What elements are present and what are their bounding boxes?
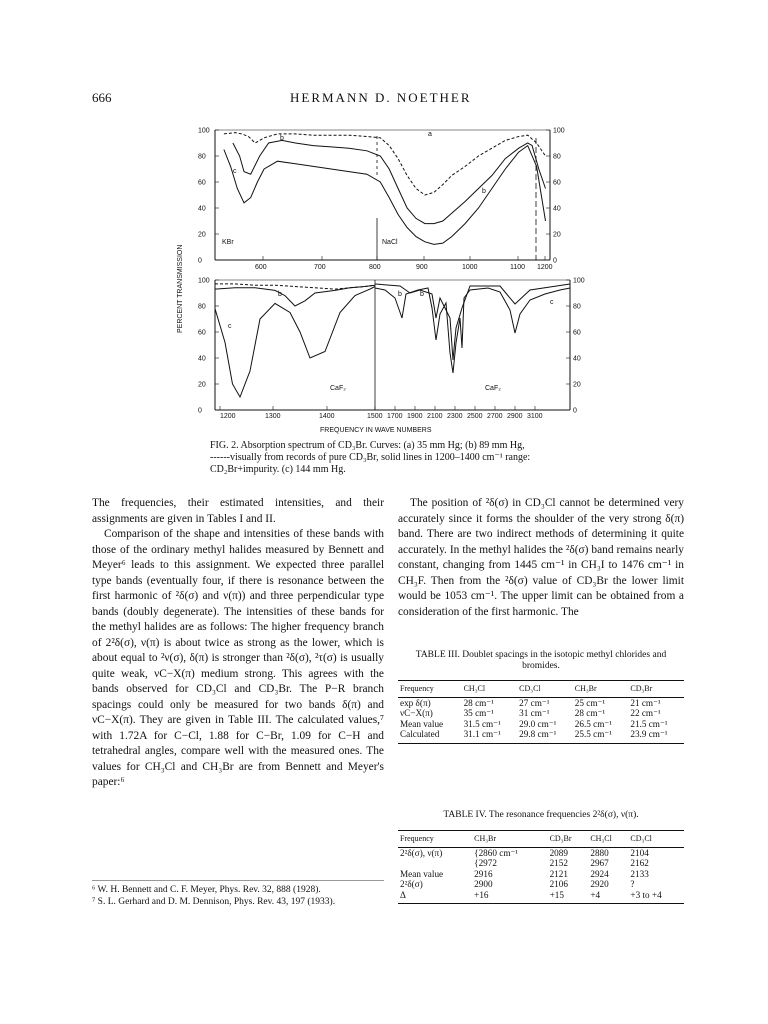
table3-caption: TABLE III. Doublet spacings in the isotopic methyl chlorides and bromides. xyxy=(415,650,667,671)
table3-cell: exp δ(π) xyxy=(400,697,431,708)
table4-cell: 2106 xyxy=(549,879,568,889)
bottom-ytick-left: 60 xyxy=(198,329,206,337)
bottom-panel xyxy=(215,280,570,410)
top-ytick-right: 60 xyxy=(553,179,561,187)
table3-row xyxy=(398,697,684,708)
table3-cell: 23.9 cm⁻¹ xyxy=(630,729,668,739)
bottom-ytick-right: 40 xyxy=(573,355,581,363)
bottom-ytick-right: 80 xyxy=(573,303,581,311)
top-series-c xyxy=(224,146,546,245)
label-nacl: NaCl xyxy=(382,239,398,246)
bottom-ytick-left: 80 xyxy=(198,303,206,311)
table4-cell: Δ xyxy=(400,889,406,900)
table3-cell: 28 cm⁻¹ xyxy=(463,697,494,708)
bottom-xtick: 2700 xyxy=(487,413,503,420)
table4-cell: {2972 xyxy=(474,858,497,868)
table4-cell: 2089 xyxy=(549,847,568,858)
bottom-series-c xyxy=(215,287,375,398)
table3-cell: 31 cm⁻¹ xyxy=(519,708,550,718)
table3-cell: 25 cm⁻¹ xyxy=(574,697,606,708)
table4-cell: 2121 xyxy=(549,868,568,879)
table4-header-cell: CH₃Br xyxy=(472,834,547,847)
table4-row xyxy=(398,879,684,890)
top-ytick-left: 100 xyxy=(198,127,210,135)
table3-row xyxy=(398,719,684,730)
table3-header-cell: Frequency xyxy=(398,684,462,697)
label-kbr: KBr xyxy=(222,239,234,246)
bottom-xtick: 1700 xyxy=(387,413,403,420)
table4-cell: 2²δ(σ) xyxy=(400,879,423,889)
right-column xyxy=(398,496,684,620)
table4-row xyxy=(398,890,684,901)
table4-cell xyxy=(398,858,472,869)
top-curve-label-c: c xyxy=(233,168,237,175)
table4-row xyxy=(398,858,684,869)
bottom-xtick: 1900 xyxy=(407,413,423,420)
absorption-spectrum-figure xyxy=(170,118,610,438)
top-curve-label-a: a xyxy=(428,131,432,138)
table4-cell: 2967 xyxy=(590,858,609,868)
table4-cell: ? xyxy=(630,879,635,889)
figure-ylabel: PERCENT TRANSMISSION xyxy=(177,244,184,333)
table3-cell: 31.1 cm⁻¹ xyxy=(463,729,501,739)
label-caf2-right: CaF₂ xyxy=(485,385,501,392)
top-xtick: 1200 xyxy=(537,264,553,271)
bottom-ytick-right: 60 xyxy=(573,329,581,337)
page-number: 666 xyxy=(92,90,112,105)
table4-cell: 2880 xyxy=(590,847,609,858)
bottom-xtick: 1500 xyxy=(367,413,383,420)
caption-line-3: CD₂Br+impurity. (c) 144 mm Hg. xyxy=(210,464,346,475)
table4-header-cell: CD₃Br xyxy=(548,834,589,847)
table3-cell: 29.8 cm⁻¹ xyxy=(519,729,557,739)
top-ytick-left: 0 xyxy=(198,257,202,265)
table4-header-row xyxy=(398,834,684,847)
table4-cell: +4 xyxy=(590,889,601,900)
label-caf2-left: CaF₂ xyxy=(330,385,346,392)
figure-xlabel: FREQUENCY IN WAVE NUMBERS xyxy=(320,427,432,434)
bottom-xtick: 2500 xyxy=(467,413,483,420)
table3-cell: 22 cm⁻¹ xyxy=(630,708,661,718)
left-paragraph-2: Comparison of the shape and intensities of these bands with those of the ordinary methyl halides measured by Bennett and Meyer⁶ leads to this assignment. We expected three parallel type bands (eventually four, if there is resonance between the first harmonic of ²δ(σ) and ν(π)) and three perpendicular type bands (doubly degenerate). The intensities of these bands for the methyl halides are as follows: The higher frequency branch of 2²δ(σ), ν(π) is about twice as strong as the lower, which is about equal to ²ν(σ), δ(π) is stronger than ²δ(σ), ²τ(σ) is usually quite weak, νC−X(π) medium strong. This agrees with the bands observed for CD₃Cl and CD₃Br. The P−R branch spacings could only be measured for two bands δ(π) and νC−X(π). They are given in Table III. The calculated values,⁷ with 1.72A for C−Cl, 1.88 for C−Br, 1.09 for C−H and tetrahedral angles, compare well with the measured ones. The values for CH₃Cl and CH₃Br are from Bennett and Meyer's paper:⁶ xyxy=(92,528,384,788)
bottom-curve-label-b2: b xyxy=(398,291,402,298)
table3-cell: 25.5 cm⁻¹ xyxy=(574,729,612,739)
table3-cell: Calculated xyxy=(400,729,440,739)
table3-header-cell: CD₃Cl xyxy=(517,684,573,697)
footnote-6: ⁶ W. H. Bennett and C. F. Meyer, Phys. Rev. 32, 888 (1928). xyxy=(92,885,321,895)
bottom-ytick-left: 20 xyxy=(198,381,206,389)
top-series-b xyxy=(233,140,546,223)
table3-row xyxy=(398,729,684,740)
table4-header-cell: CD₃Cl xyxy=(628,834,684,847)
top-ytick-right: 20 xyxy=(553,231,561,239)
top-panel xyxy=(215,130,550,260)
table4-row xyxy=(398,869,684,880)
top-ytick-right: 40 xyxy=(553,205,561,213)
table3-cell: 26.5 cm⁻¹ xyxy=(574,718,612,729)
caption-line-2: ------visually from records of pure CD₃Br, solid lines in 1200–1400 cm⁻¹ range: xyxy=(210,452,531,463)
top-ytick-left: 40 xyxy=(198,205,206,213)
top-xtick: 700 xyxy=(314,264,326,271)
top-xtick: 900 xyxy=(416,264,428,271)
top-ytick-left: 60 xyxy=(198,179,206,187)
top-ytick-right: 0 xyxy=(553,257,557,265)
bottom-curve-label-c: c xyxy=(228,323,232,330)
top-ytick-left: 20 xyxy=(198,231,206,239)
table4-cell: 2924 xyxy=(590,868,609,879)
bottom-xtick: 2100 xyxy=(427,413,443,420)
table3-header-row xyxy=(398,684,684,697)
table4-cell: +16 xyxy=(474,889,489,900)
table3-header-cell: CH₃Br xyxy=(573,684,629,697)
table4-cell: 2920 xyxy=(590,879,609,889)
top-xtick: 600 xyxy=(255,264,267,271)
top-ytick-right: 80 xyxy=(553,153,561,161)
bottom-ytick-left: 40 xyxy=(198,355,206,363)
right-paragraph-1: The position of ²δ(σ) in CD₃Cl cannot be determined very accurately since it forms the shoulder of the very strong δ(π) band. There are two indirect methods of determining it quite accurately. In the methyl halides the ²δ(σ) band remains nearly constant, changing from 1445 cm⁻¹ in CH₃I to 1476 cm⁻¹ in CH₃F. Then from the ²δ(σ) value of CD₃Br the lower limit would be 1053 cm⁻¹. The upper limit can be obtained from a consideration of the first harmonic. The xyxy=(398,497,684,618)
table4-caption: TABLE IV. The resonance frequencies 2²δ(σ), ν(π). xyxy=(443,810,639,820)
table4 xyxy=(398,830,684,904)
bottom-curve-label-c2: c xyxy=(550,299,554,306)
running-head: HERMANN D. NOETHER xyxy=(290,90,472,105)
figure-caption xyxy=(210,440,565,476)
table4-cell: 2162 xyxy=(630,858,649,868)
table4-cell: 2104 xyxy=(630,847,649,858)
table3-header-cell: CD₃Br xyxy=(628,684,684,697)
left-column xyxy=(92,496,384,791)
footnote-7: ⁷ S. L. Gerhard and D. M. Dennison, Phys. Rev. 43, 197 (1933). xyxy=(92,896,336,907)
left-paragraph-1: The frequencies, their estimated intensities, and their assignments are given in Tables I and II. xyxy=(92,497,384,525)
table3-cell: νC−X(π) xyxy=(400,708,433,718)
table3-cell: 28 cm⁻¹ xyxy=(574,708,606,718)
table4-cell: +15 xyxy=(549,889,564,900)
bottom-xtick: 1300 xyxy=(265,413,281,420)
table4-cell: {2860 cm⁻¹ xyxy=(474,847,519,858)
bottom-xtick: 2900 xyxy=(507,413,523,420)
table3-row xyxy=(398,708,684,719)
top-curve-label-b2: b xyxy=(482,188,486,195)
bottom-xtick: 1200 xyxy=(220,413,236,420)
bottom-ytick-right: 100 xyxy=(573,277,585,285)
bottom-ytick-right: 0 xyxy=(573,407,577,415)
bottom-xtick: 3100 xyxy=(527,413,543,420)
table3-cell: 27 cm⁻¹ xyxy=(519,697,550,708)
bottom-curve-label-b: b xyxy=(278,291,282,298)
bottom-ytick-left: 0 xyxy=(198,407,202,415)
table4-header-cell: Frequency xyxy=(398,834,472,847)
top-curve-label-b: b xyxy=(280,135,284,142)
table4-cell: 2916 xyxy=(474,868,493,879)
table4-header-cell: CH₃Cl xyxy=(588,834,628,847)
bottom-series-b xyxy=(215,285,375,306)
table4-cell: 2152 xyxy=(549,858,568,868)
bottom-ytick-left: 100 xyxy=(198,277,210,285)
top-xtick: 800 xyxy=(369,264,381,271)
table3-header-cell: CH₃Cl xyxy=(462,684,518,697)
top-ytick-right: 100 xyxy=(553,127,565,135)
table4-cell: 2²δ(σ), ν(π) xyxy=(400,847,443,858)
bottom-curve-label-a2: b xyxy=(420,291,424,298)
top-xtick: 1100 xyxy=(510,264,526,271)
bottom-series-a xyxy=(215,284,375,289)
table4-row xyxy=(398,847,684,858)
bottom-xtick: 1400 xyxy=(319,413,335,420)
top-xtick: 1000 xyxy=(462,264,478,271)
table3-cell: 29.0 cm⁻¹ xyxy=(519,718,557,729)
bottom-ytick-right: 20 xyxy=(573,381,581,389)
table3-cell: Mean value xyxy=(400,718,444,729)
table4-cell: +3 to +4 xyxy=(630,889,662,900)
footnotes xyxy=(92,880,384,908)
bottom-xtick: 2300 xyxy=(447,413,463,420)
table3-cell: 31.5 cm⁻¹ xyxy=(463,718,501,729)
table4-cell: Mean value xyxy=(400,868,444,879)
table3-cell: 21.5 cm⁻¹ xyxy=(630,718,668,729)
table4-cell: 2133 xyxy=(630,868,649,879)
caption-line-1: FIG. 2. Absorption spectrum of CD₃Br. Curves: (a) 35 mm Hg; (b) 89 mm Hg, xyxy=(210,440,525,451)
table3-cell: 21 cm⁻¹ xyxy=(630,697,661,708)
table3-cell: 35 cm⁻¹ xyxy=(463,708,494,718)
table4-cell: 2900 xyxy=(474,879,493,889)
bottom-right-band-trace xyxy=(375,288,570,373)
table3 xyxy=(398,680,684,744)
top-ytick-left: 80 xyxy=(198,153,206,161)
